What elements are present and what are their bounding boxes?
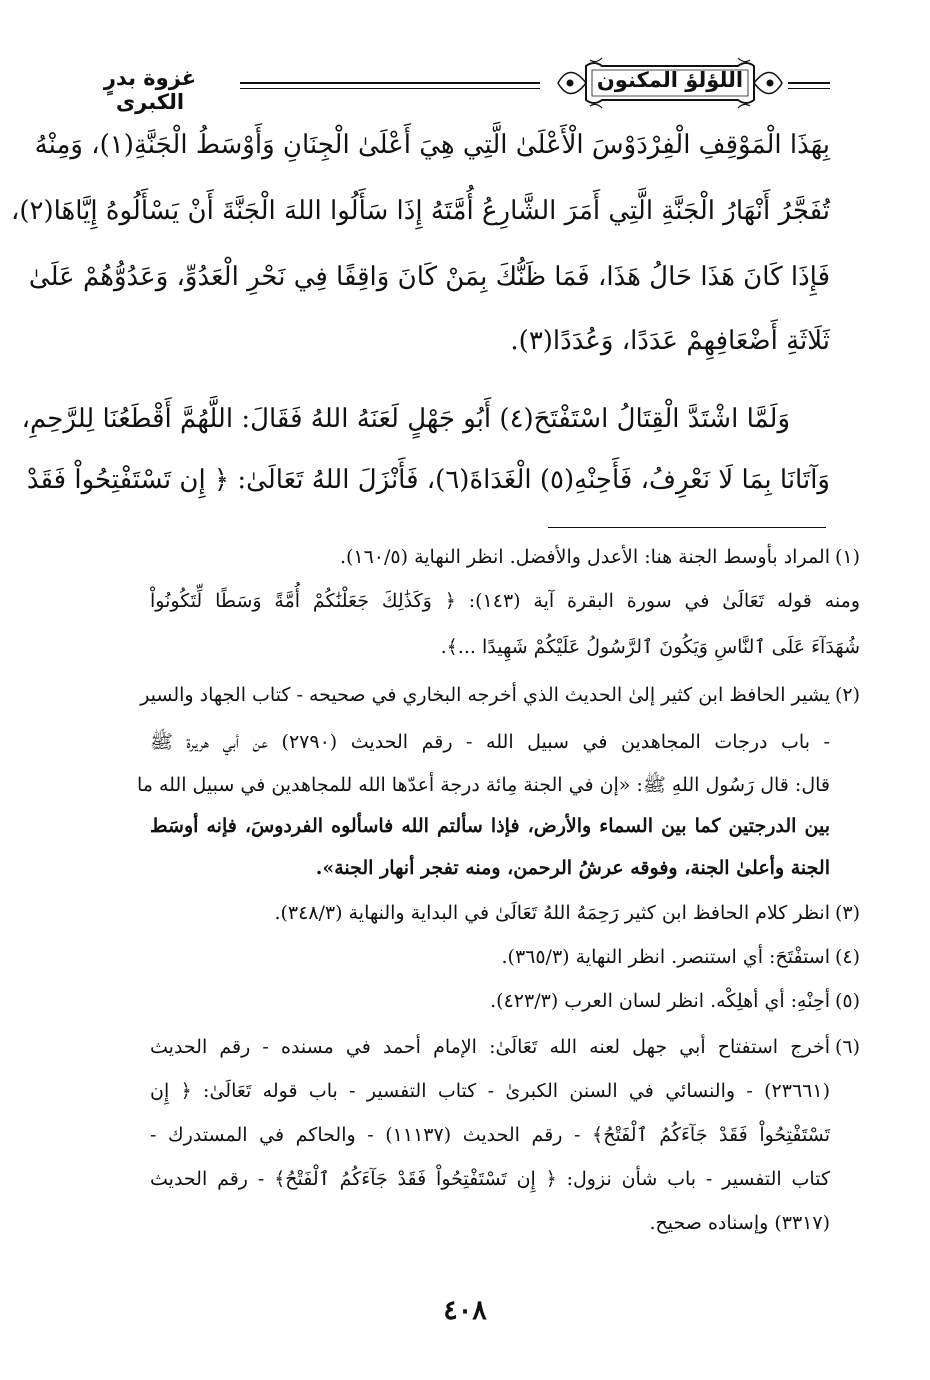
text-line: تُفَجَّرُ أَنْهَارُ الْجَنَّةِ الَّتِي أَمَرَ الشَّارِعُ أُمَّتَهُ إِذَا سَأَلُوا اللهَ الْجَنَّةَ أَنْ يَسْأَلُوهُ إِيَّاهَا(٢)، <box>10 196 830 226</box>
book-title: اللؤلؤ المكنون <box>596 68 744 92</box>
footnote-number: (٢) <box>834 684 860 706</box>
header-rule-right-top <box>788 82 830 84</box>
text-line: فَإِذَا كَانَ هَذَا حَالُ هَذَا، فَمَا ظَنُّكَ بِمَنْ كَانَ وَاقِفًا فِي نَحْرِ الْعَدُوِّ، وَعَدُوُّهُمْ عَلَىٰ <box>28 262 830 292</box>
footnote-line: كتاب التفسير - باب شأن نزول: ﴿ إِن تَسْتَفْتِحُواْ فَقَدْ جَآءَكُمُ ٱلْفَتْحُ﴾ - رقم الحديث <box>150 1168 830 1190</box>
footnote-line: يشير الحافظ ابن كثير إلىٰ الحديث الذي أخرجه البخاري في صحيحه - كتاب الجهاد والسير <box>140 684 830 706</box>
footnote-line: - باب درجات المجاهدين في سبيل الله - رقم الحديث (٢٧٩٠) عن أبي هريرة ﷺ <box>150 731 830 753</box>
footnote-line: استفْتَحَ: أي استنصر. انظر النهاية (٣٦٥/٣). <box>501 946 830 968</box>
footnote-line: أحِنْهِ: أي أهلِكْه. انظر لسان العرب (٤٢٣/٣). <box>490 990 830 1012</box>
header-rule-right-bottom <box>788 88 830 89</box>
footnote-number: (١) <box>834 546 860 568</box>
footnote-divider <box>548 527 826 528</box>
footnote-number: (٤) <box>834 946 860 968</box>
header-rule-left-bottom <box>240 88 540 89</box>
text-line: ثَلَاثَةِ أَضْعَافِهِمْ عَدَدًا، وَعُدَدًا(٣). <box>510 326 830 356</box>
footnote-line: (٣٣١٧) وإسناده صحيح. <box>649 1212 830 1234</box>
footnote-line: تَسْتَفْتِحُواْ فَقَدْ جَآءَكُمُ ٱلْفَتْحُ﴾ - رقم الحديث (١١١٣٧) - والحاكم في المستدرك - <box>150 1124 830 1146</box>
text-line: وَلَمَّا اشْتَدَّ الْقِتَالُ اسْتَفْتَحَ(٤) أَبُو جَهْلٍ لَعَنَهُ اللهُ فَقَالَ: اللَّهُمَّ أَقْطَعُنَا لِلرَّحِمِ، <box>21 404 790 434</box>
footnote-number: (٥) <box>834 990 860 1012</box>
header-rule-left-top <box>240 82 540 84</box>
footnote-line: ومنه قوله تَعَالَىٰ في سورة البقرة آية (١٤٣): ﴿ وَكَذَٰلِكَ جَعَلْنَٰكُمْ أُمَّةً وَسَطًا لِّتَكُونُواْ <box>150 590 861 612</box>
section-title: غزوة بدرٍ الكبرى <box>103 66 197 114</box>
footnote-line: المراد بأوسط الجنة هنا: الأعدل والأفضل. انظر النهاية (١٦٠/٥). <box>339 546 830 568</box>
running-header <box>70 56 830 116</box>
text-line: بِهَذَا الْمَوْقِفِ الْفِرْدَوْسَ الْأَعْلَىٰ الَّتِي هِيَ أَعْلَىٰ الْجِنَانِ وَأَوْسَطُ الْجَنَّةِ(١)، وَمِنْهُ <box>34 130 830 160</box>
page-number: ٤٠٨ <box>443 1295 487 1326</box>
footnote-line: بين الدرجتين كما بين السماء والأرض، فإذا سألتم الله فاسألوه الفردوسَ، فإنه أوسَط <box>150 815 830 837</box>
footnote-number: (٣) <box>834 902 860 924</box>
footnote-line: الجنة وأعلىٰ الجنة، وفوقه عرشُ الرحمن، ومنه تفجر أنهار الجنة». <box>315 857 830 879</box>
book-title-cartouche <box>556 56 784 110</box>
footnote-line: قال: قال رَسُول اللهِ ﷺ: «إن في الجنة مِائة درجة أعدّها الله للمجاهدين في سبيل الله ما <box>136 774 830 796</box>
footnote-line: أخرج استفتاح أبي جهل لعنه الله تَعَالَىٰ: الإمام أحمد في مسنده - رقم الحديث <box>150 1036 830 1058</box>
footnote-number: (٦) <box>834 1036 860 1058</box>
text-line: وَآتَانَا بِمَا لَا نَعْرِفُ، فَأَحِنْهِ(٥) الْغَدَاةَ(٦)، فَأَنْزَلَ اللهُ تَعَالَىٰ: ﴿ إِن تَسْتَفْتِحُواْ فَقَدْ <box>26 465 830 495</box>
footnote-line: (٢٣٦٦١) - والنسائي في السنن الكبرىٰ - كتاب التفسير - باب قوله تَعَالَىٰ: ﴿ إِن <box>150 1080 830 1102</box>
footnote-line: انظر كلام الحافظ ابن كثير رَحِمَهُ اللهُ تَعَالَىٰ في البداية والنهاية (٣٤٨/٣). <box>274 902 830 924</box>
footnote-line: شُهَدَآءَ عَلَى ٱلنَّاسِ وَيَكُونَ ٱلرَّسُولُ عَلَيْكُمْ شَهِيدًا ...﴾. <box>440 636 860 658</box>
